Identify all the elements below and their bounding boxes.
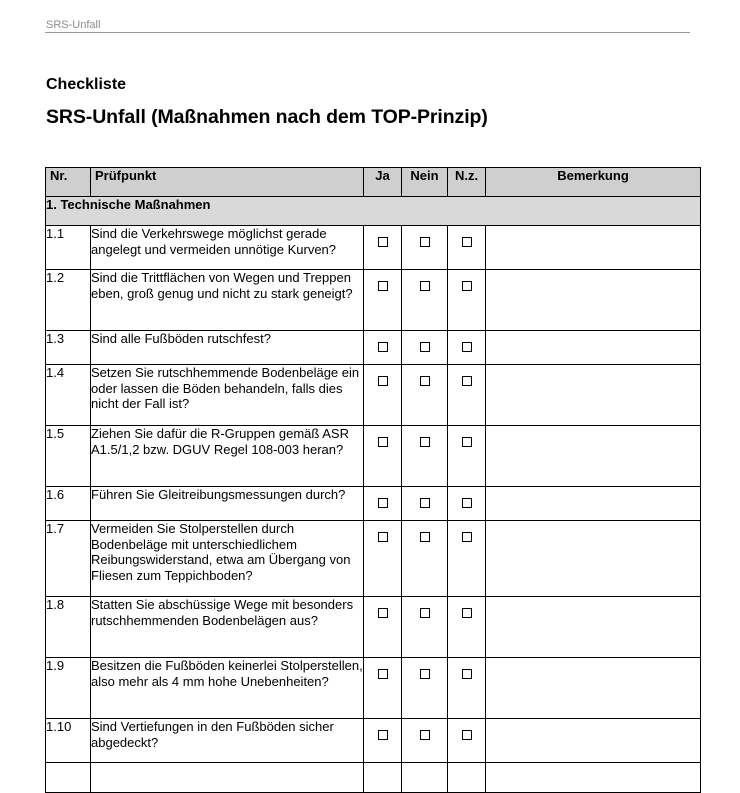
row-pruefpunkt: Besitzen die Fußböden keinerlei Stolperstellen, also mehr als 4 mm hohe Unebenheiten? xyxy=(91,658,364,719)
row-number: 1.2 xyxy=(46,270,91,331)
checkbox-ja[interactable] xyxy=(378,498,388,508)
section-title: 1. Technische Maßnahmen xyxy=(46,197,701,226)
cell-ja xyxy=(364,365,402,426)
row-number: 1.3 xyxy=(46,331,91,365)
checkbox-nz[interactable] xyxy=(462,437,472,447)
cell-bemerkung[interactable] xyxy=(486,331,701,365)
row-number: 1.1 xyxy=(46,226,91,270)
row-number xyxy=(46,763,91,793)
cell-ja xyxy=(364,763,402,793)
cell-bemerkung[interactable] xyxy=(486,270,701,331)
row-number: 1.10 xyxy=(46,719,91,763)
table-header-row xyxy=(46,168,701,197)
row-number: 1.8 xyxy=(46,597,91,658)
cell-ja xyxy=(364,487,402,521)
checkbox-ja[interactable] xyxy=(378,281,388,291)
cell-nein xyxy=(402,270,448,331)
document-kind: Checkliste xyxy=(46,76,127,93)
row-pruefpunkt: Setzen Sie rutschhemmende Bodenbeläge ein oder lassen die Böden behandeln, falls dies nicht der Fall ist? xyxy=(91,365,364,426)
row-pruefpunkt xyxy=(91,763,364,793)
table-row xyxy=(46,487,701,521)
row-number: 1.9 xyxy=(46,658,91,719)
cell-nz xyxy=(448,365,486,426)
row-pruefpunkt: Sind alle Fußböden rutschfest? xyxy=(91,331,364,365)
checkbox-nz[interactable] xyxy=(462,281,472,291)
cell-nein xyxy=(402,365,448,426)
checkbox-nein[interactable] xyxy=(420,669,430,679)
checkbox-ja[interactable] xyxy=(378,532,388,542)
row-number: 1.6 xyxy=(46,487,91,521)
checkbox-ja[interactable] xyxy=(378,669,388,679)
cell-nein xyxy=(402,658,448,719)
checkbox-ja[interactable] xyxy=(378,608,388,618)
checkbox-nein[interactable] xyxy=(420,498,430,508)
cell-nz xyxy=(448,597,486,658)
checkbox-nz[interactable] xyxy=(462,730,472,740)
row-pruefpunkt: Sind die Verkehrswege möglichst gerade angelegt und vermeiden unnötige Kurven? xyxy=(91,226,364,270)
cell-bemerkung[interactable] xyxy=(486,226,701,270)
checkbox-nz[interactable] xyxy=(462,376,472,386)
cell-nein xyxy=(402,331,448,365)
row-pruefpunkt: Vermeiden Sie Stolperstellen durch Bodenbeläge mit unterschiedlichem Reibungswiderstand, etwa am Übergang von Fliesen zum Teppichboden? xyxy=(91,521,364,597)
row-pruefpunkt: Statten Sie abschüssige Wege mit besonders rutschhemmenden Bodenbelägen aus? xyxy=(91,597,364,658)
table-row xyxy=(46,521,701,597)
checkbox-nein[interactable] xyxy=(420,342,430,352)
checkbox-nz[interactable] xyxy=(462,669,472,679)
row-pruefpunkt: Ziehen Sie dafür die R-Gruppen gemäß ASR A1.5/1,2 bzw. DGUV Regel 108-003 heran? xyxy=(91,426,364,487)
checkbox-ja[interactable] xyxy=(378,437,388,447)
cell-bemerkung[interactable] xyxy=(486,487,701,521)
cell-bemerkung[interactable] xyxy=(486,426,701,487)
checkbox-ja[interactable] xyxy=(378,730,388,740)
cell-nz xyxy=(448,658,486,719)
cell-bemerkung[interactable] xyxy=(486,365,701,426)
cell-bemerkung[interactable] xyxy=(486,597,701,658)
table-row xyxy=(46,719,701,763)
cell-nz xyxy=(448,331,486,365)
row-pruefpunkt: Sind Vertiefungen in den Fußböden sicher abgedeckt? xyxy=(91,719,364,763)
cell-ja xyxy=(364,521,402,597)
cell-bemerkung[interactable] xyxy=(486,719,701,763)
cell-nz xyxy=(448,426,486,487)
checkbox-ja[interactable] xyxy=(378,342,388,352)
cell-nein xyxy=(402,426,448,487)
cell-ja xyxy=(364,426,402,487)
table-row xyxy=(46,658,701,719)
row-number: 1.4 xyxy=(46,365,91,426)
cell-nz xyxy=(448,226,486,270)
column-header-nr: Nr. xyxy=(46,168,91,197)
cell-nein xyxy=(402,719,448,763)
table-row xyxy=(46,426,701,487)
cell-nz xyxy=(448,487,486,521)
checkbox-nz[interactable] xyxy=(462,608,472,618)
checkbox-ja[interactable] xyxy=(378,376,388,386)
checkbox-nein[interactable] xyxy=(420,437,430,447)
checkbox-nein[interactable] xyxy=(420,376,430,386)
cell-ja xyxy=(364,597,402,658)
document-title: SRS-Unfall (Maßnahmen nach dem TOP-Prinzip) xyxy=(46,106,488,128)
checkbox-nz[interactable] xyxy=(462,237,472,247)
cell-bemerkung[interactable] xyxy=(486,658,701,719)
cell-ja xyxy=(364,226,402,270)
row-number: 1.7 xyxy=(46,521,91,597)
table-row xyxy=(46,270,701,331)
checkbox-nein[interactable] xyxy=(420,730,430,740)
section-row xyxy=(46,197,701,226)
cell-bemerkung[interactable] xyxy=(486,521,701,597)
cell-nein xyxy=(402,763,448,793)
column-header-ja: Ja xyxy=(364,168,402,197)
cell-ja xyxy=(364,658,402,719)
table-row xyxy=(46,331,701,365)
checkbox-nz[interactable] xyxy=(462,342,472,352)
checkbox-nein[interactable] xyxy=(420,608,430,618)
cell-nz xyxy=(448,270,486,331)
cell-ja xyxy=(364,331,402,365)
row-number: 1.5 xyxy=(46,426,91,487)
table-row xyxy=(46,597,701,658)
column-header-pruefpunkt: Prüfpunkt xyxy=(91,168,364,197)
checkbox-ja[interactable] xyxy=(378,237,388,247)
cell-ja xyxy=(364,719,402,763)
cell-nein xyxy=(402,521,448,597)
column-header-nein: Nein xyxy=(402,168,448,197)
checkbox-nz[interactable] xyxy=(462,498,472,508)
cell-bemerkung[interactable] xyxy=(486,763,701,793)
row-pruefpunkt: Führen Sie Gleitreibungsmessungen durch? xyxy=(91,487,364,521)
column-header-bemerkung: Bemerkung xyxy=(486,168,701,197)
cell-nein xyxy=(402,487,448,521)
checklist-table xyxy=(45,167,701,793)
cell-nz xyxy=(448,763,486,793)
checkbox-nein[interactable] xyxy=(420,532,430,542)
cell-nein xyxy=(402,597,448,658)
cell-nz xyxy=(448,521,486,597)
checkbox-nz[interactable] xyxy=(462,532,472,542)
header-rule xyxy=(45,32,690,33)
checkbox-nein[interactable] xyxy=(420,281,430,291)
checkbox-nein[interactable] xyxy=(420,237,430,247)
running-header: SRS-Unfall xyxy=(46,19,101,31)
table-row xyxy=(46,763,701,793)
row-pruefpunkt: Sind die Trittflächen von Wegen und Treppen eben, groß genug und nicht zu stark geneigt? xyxy=(91,270,364,331)
cell-ja xyxy=(364,270,402,331)
column-header-nz: N.z. xyxy=(448,168,486,197)
table-row xyxy=(46,226,701,270)
cell-nein xyxy=(402,226,448,270)
table-row xyxy=(46,365,701,426)
cell-nz xyxy=(448,719,486,763)
